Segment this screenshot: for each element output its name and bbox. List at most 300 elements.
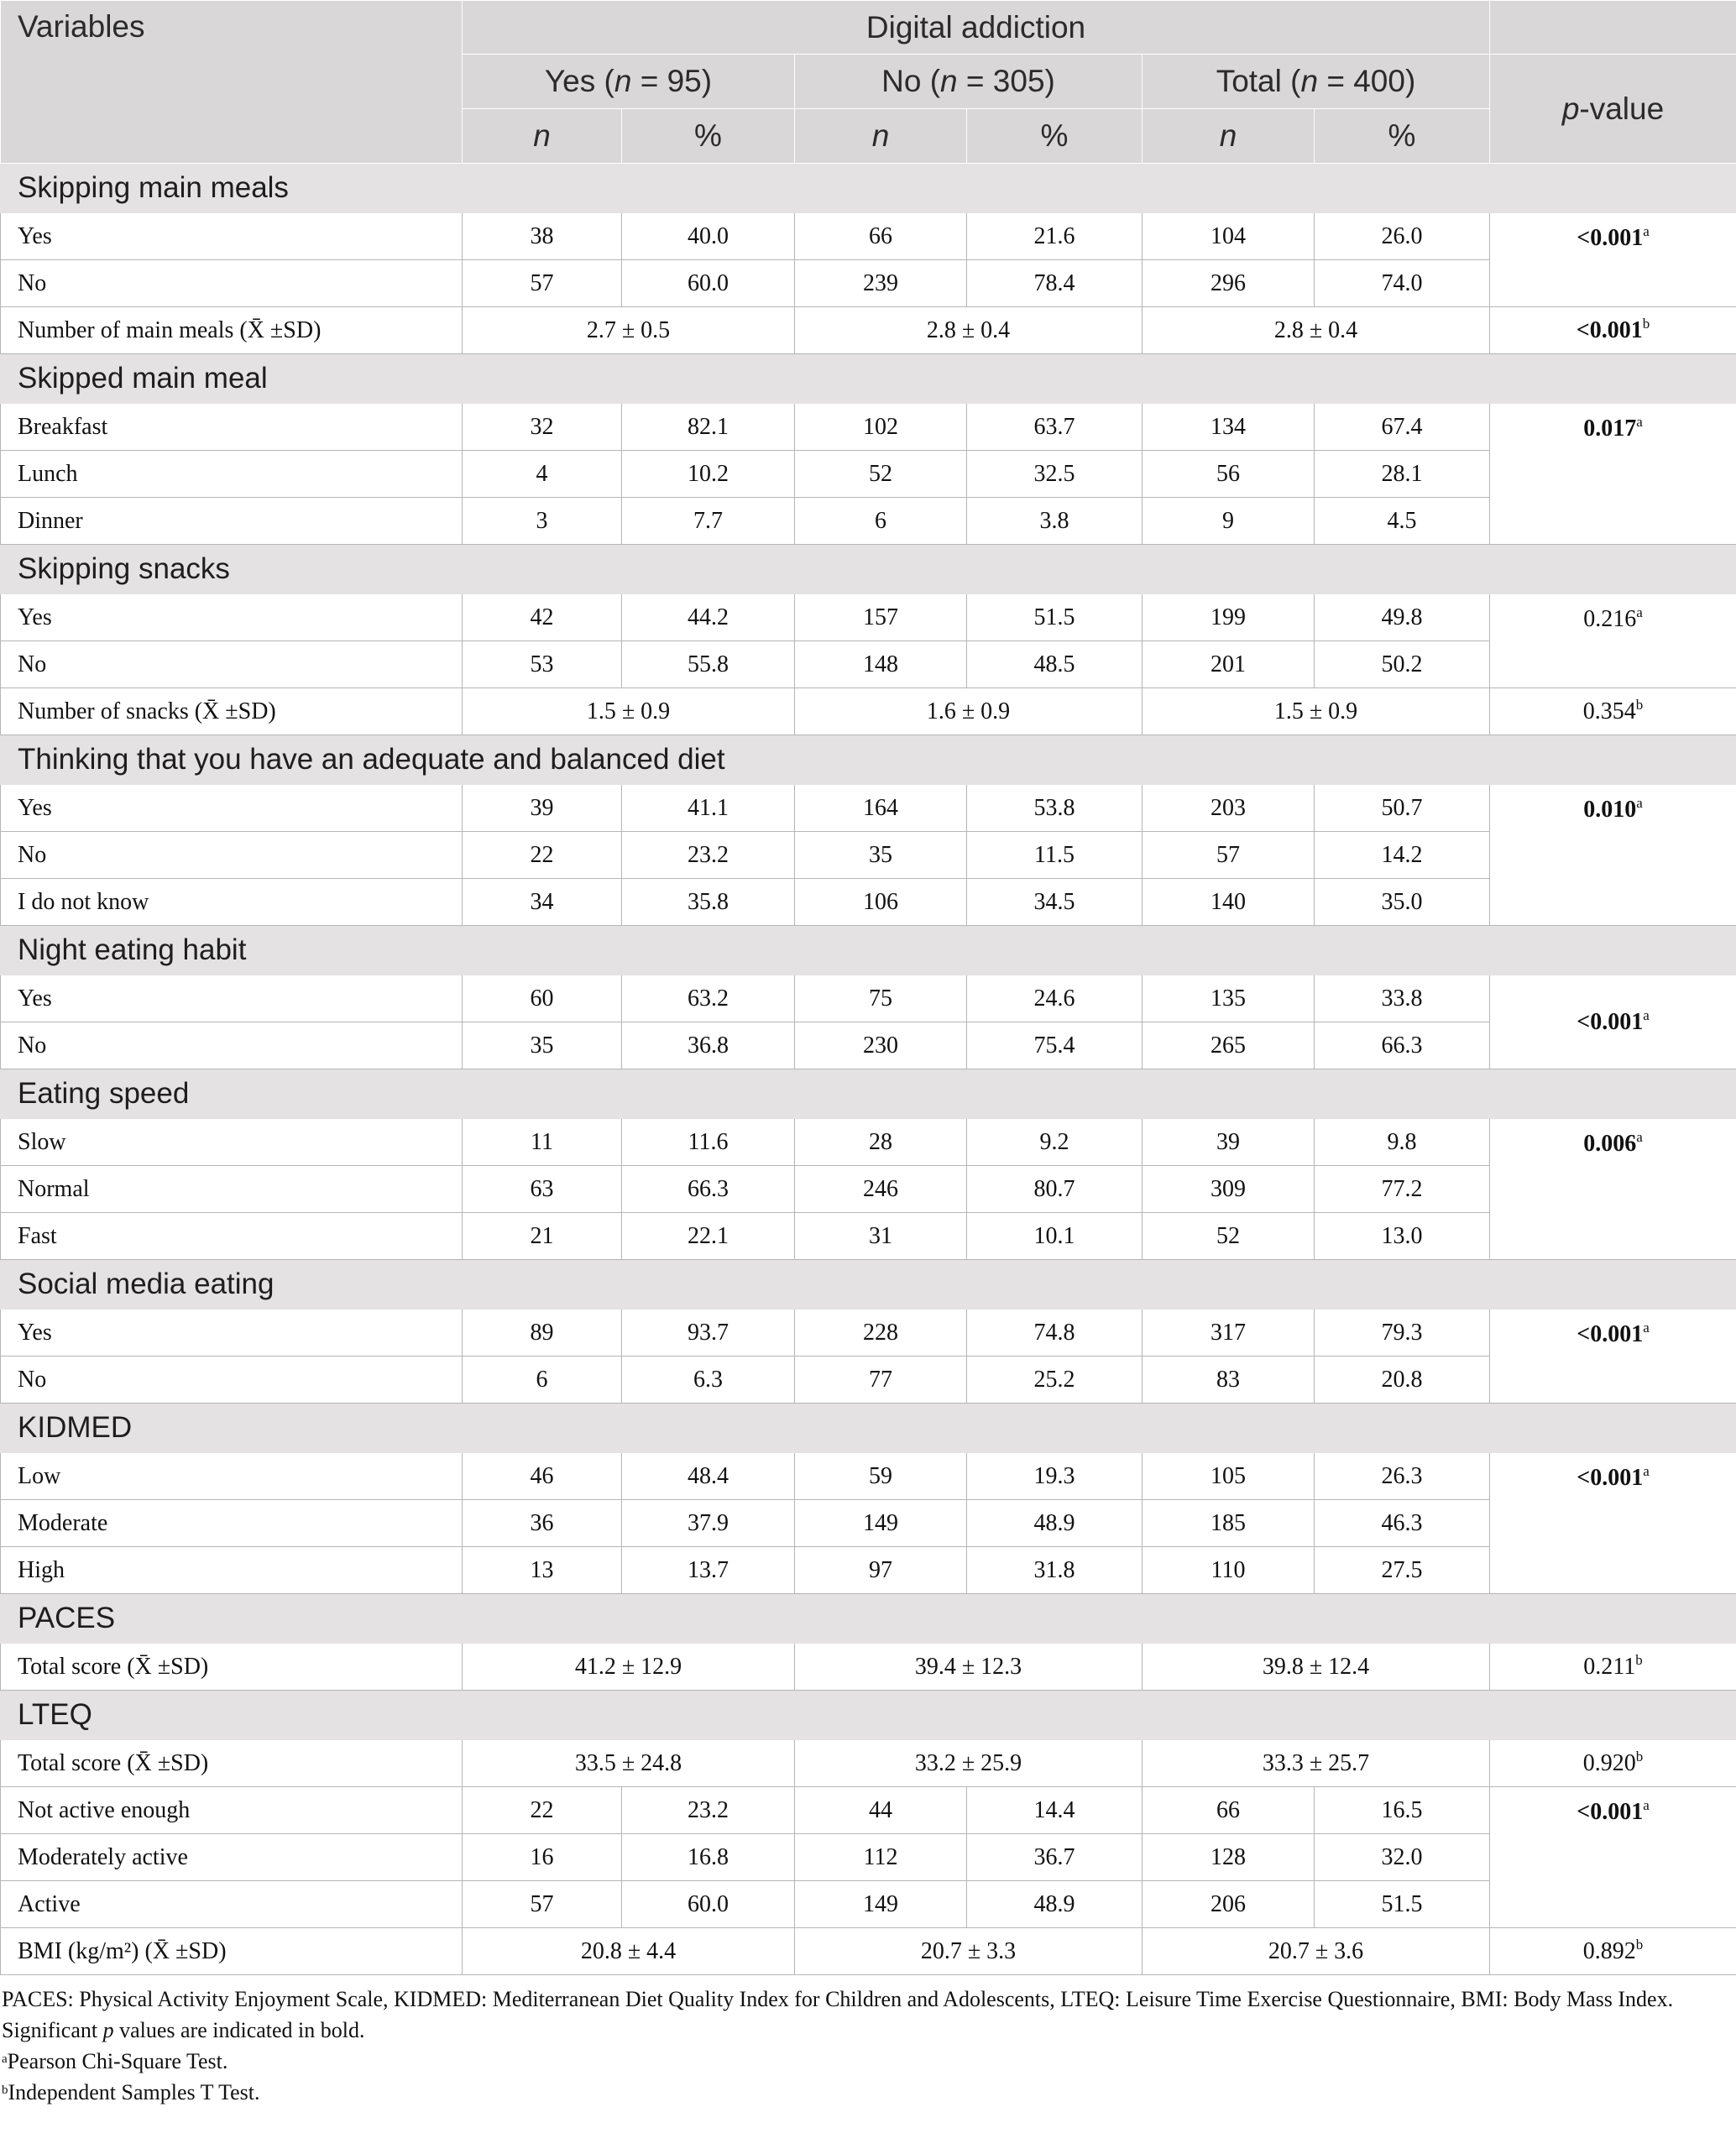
header-yes-prefix: Yes (	[544, 64, 614, 98]
mean-sd-cell: 39.8 ± 12.4	[1143, 1644, 1490, 1691]
row-label: No	[1, 832, 463, 879]
percent-cell: 50.2	[1315, 641, 1490, 688]
percent-cell: 80.7	[967, 1166, 1143, 1213]
count-cell: 201	[1143, 641, 1315, 688]
percent-cell: 13.7	[622, 1547, 795, 1594]
p-value-test-mark: a	[1643, 1797, 1650, 1813]
note-abbreviations: PACES: Physical Activity Enjoyment Scale, KIDMED: Mediterranean Diet Quality Index for Children and Adolescents, LTEQ: Leisure Time Exercise Questionnaire, BMI: Body Mass Index.	[2, 1987, 1674, 2011]
table-row	[1, 1834, 1736, 1881]
p-value-test-mark: b	[1635, 1748, 1644, 1764]
table-row	[1, 1022, 1736, 1069]
table-row	[1, 594, 1736, 641]
table-row	[1, 1453, 1736, 1500]
mean-sd-cell: 20.7 ± 3.3	[795, 1928, 1143, 1975]
p-value-cell	[1490, 975, 1736, 1069]
count-cell: 6	[463, 1357, 622, 1404]
mean-sd-cell: 1.5 ± 0.9	[463, 688, 795, 735]
header-no-group	[795, 55, 1143, 109]
section-title: Skipping snacks	[1, 545, 1736, 594]
percent-cell: 21.6	[967, 213, 1143, 260]
header-no-pct-col: %	[967, 109, 1143, 164]
count-cell: 149	[795, 1500, 967, 1547]
row-label: No	[1, 1357, 463, 1404]
p-value: <0.001	[1577, 1321, 1644, 1347]
table-row	[1, 1787, 1736, 1834]
count-cell: 38	[463, 213, 622, 260]
percent-cell: 82.1	[622, 404, 795, 451]
count-cell: 44	[795, 1787, 967, 1834]
p-value-cell	[1490, 1119, 1736, 1260]
p-value: 0.216	[1583, 606, 1637, 632]
row-label: Low	[1, 1453, 463, 1500]
section-title: Night eating habit	[1, 926, 1736, 975]
percent-cell: 93.7	[622, 1310, 795, 1357]
p-value: 0.010	[1583, 797, 1637, 823]
count-cell: 75	[795, 975, 967, 1022]
p-value-test-mark: b	[1635, 1936, 1644, 1953]
count-cell: 106	[795, 879, 967, 926]
section-header-row	[1, 926, 1736, 975]
percent-cell: 48.5	[967, 641, 1143, 688]
count-cell: 13	[463, 1547, 622, 1594]
p-value-test-mark: b	[1642, 315, 1650, 332]
count-cell: 185	[1143, 1500, 1315, 1547]
count-cell: 60	[463, 975, 622, 1022]
header-yes-n: n	[614, 64, 632, 98]
row-label: Moderately active	[1, 1834, 463, 1881]
count-cell: 206	[1143, 1881, 1315, 1928]
count-cell: 135	[1143, 975, 1315, 1022]
p-value-cell	[1490, 594, 1736, 688]
row-label: BMI (kg/m²) (X̄ ±SD)	[1, 1928, 463, 1975]
count-cell: 128	[1143, 1834, 1315, 1881]
mean-sd-cell: 33.3 ± 25.7	[1143, 1740, 1490, 1787]
count-cell: 89	[463, 1310, 622, 1357]
count-cell: 239	[795, 260, 967, 307]
note-b	[2, 2077, 1736, 2108]
section-title: Thinking that you have an adequate and balanced diet	[1, 735, 1736, 785]
table-notes	[0, 1975, 1736, 2108]
percent-cell: 10.2	[622, 451, 795, 498]
percent-cell: 32.5	[967, 451, 1143, 498]
row-label: No	[1, 260, 463, 307]
percent-cell: 51.5	[1315, 1881, 1490, 1928]
table-row	[1, 832, 1736, 879]
header-yes-n-col: n	[463, 109, 622, 164]
row-label: No	[1, 641, 463, 688]
header-variables: Variables	[1, 1, 463, 164]
row-label: High	[1, 1547, 463, 1594]
count-cell: 140	[1143, 879, 1315, 926]
percent-cell: 9.8	[1315, 1119, 1490, 1166]
count-cell: 228	[795, 1310, 967, 1357]
row-label: Moderate	[1, 1500, 463, 1547]
p-value: 0.892	[1582, 1937, 1636, 1964]
count-cell: 102	[795, 404, 967, 451]
percent-cell: 19.3	[967, 1453, 1143, 1500]
table-row	[1, 1547, 1736, 1594]
section-header-row	[1, 735, 1736, 785]
count-cell: 110	[1143, 1547, 1315, 1594]
count-cell: 66	[1143, 1787, 1315, 1834]
header-yes-pct-col: %	[622, 109, 795, 164]
count-cell: 112	[795, 1834, 967, 1881]
percent-cell: 27.5	[1315, 1547, 1490, 1594]
note-sig-prefix: Significant	[2, 2018, 103, 2042]
count-cell: 317	[1143, 1310, 1315, 1357]
mean-sd-cell: 2.8 ± 0.4	[795, 307, 1143, 354]
percent-cell: 48.4	[622, 1453, 795, 1500]
count-cell: 164	[795, 785, 967, 832]
table-row	[1, 451, 1736, 498]
percent-cell: 46.3	[1315, 1500, 1490, 1547]
percent-cell: 22.1	[622, 1213, 795, 1260]
header-total-group	[1143, 55, 1490, 109]
count-cell: 22	[463, 832, 622, 879]
section-title: Skipped main meal	[1, 354, 1736, 404]
mean-sd-cell: 39.4 ± 12.3	[795, 1644, 1143, 1691]
table-row	[1, 688, 1736, 735]
section-header-row	[1, 164, 1736, 213]
count-cell: 57	[1143, 832, 1315, 879]
row-label: Yes	[1, 1310, 463, 1357]
header-total-n-col: n	[1143, 109, 1315, 164]
table-row	[1, 641, 1736, 688]
count-cell: 56	[1143, 451, 1315, 498]
row-label: Fast	[1, 1213, 463, 1260]
table-row	[1, 1644, 1736, 1691]
row-label: Yes	[1, 213, 463, 260]
table-row	[1, 879, 1736, 926]
p-value-cell	[1490, 1310, 1736, 1404]
p-value-cell	[1490, 1644, 1736, 1691]
count-cell: 22	[463, 1787, 622, 1834]
header-no-n: n	[940, 64, 958, 98]
mean-sd-cell: 1.5 ± 0.9	[1143, 688, 1490, 735]
p-value-test-mark: a	[1636, 604, 1643, 620]
mean-sd-cell: 33.2 ± 25.9	[795, 1740, 1143, 1787]
count-cell: 97	[795, 1547, 967, 1594]
count-cell: 77	[795, 1357, 967, 1404]
p-value-test-mark: a	[1643, 223, 1650, 239]
count-cell: 296	[1143, 260, 1315, 307]
row-label: Yes	[1, 594, 463, 641]
table-row	[1, 307, 1736, 354]
percent-cell: 20.8	[1315, 1357, 1490, 1404]
percent-cell: 14.2	[1315, 832, 1490, 879]
percent-cell: 23.2	[622, 1787, 795, 1834]
section-header-row	[1, 354, 1736, 404]
percent-cell: 3.8	[967, 498, 1143, 545]
percent-cell: 60.0	[622, 1881, 795, 1928]
count-cell: 36	[463, 1500, 622, 1547]
mean-sd-cell: 2.8 ± 0.4	[1143, 307, 1490, 354]
mean-sd-cell: 1.6 ± 0.9	[795, 688, 1143, 735]
percent-cell: 44.2	[622, 594, 795, 641]
p-value: <0.001	[1577, 1008, 1644, 1035]
percent-cell: 51.5	[967, 594, 1143, 641]
header-p-suffix: -value	[1579, 91, 1665, 126]
count-cell: 230	[795, 1022, 967, 1069]
count-cell: 203	[1143, 785, 1315, 832]
header-total-pct-col: %	[1315, 109, 1490, 164]
header-digital-addiction: Digital addiction	[463, 1, 1490, 55]
count-cell: 246	[795, 1166, 967, 1213]
row-label: Lunch	[1, 451, 463, 498]
table-row	[1, 1310, 1736, 1357]
table-row	[1, 1357, 1736, 1404]
count-cell: 31	[795, 1213, 967, 1260]
percent-cell: 53.8	[967, 785, 1143, 832]
table-row	[1, 1928, 1736, 1975]
row-label: Total score (X̄ ±SD)	[1, 1740, 463, 1787]
percent-cell: 33.8	[1315, 975, 1490, 1022]
count-cell: 83	[1143, 1357, 1315, 1404]
percent-cell: 78.4	[967, 260, 1143, 307]
percent-cell: 35.0	[1315, 879, 1490, 926]
count-cell: 59	[795, 1453, 967, 1500]
percent-cell: 49.8	[1315, 594, 1490, 641]
count-cell: 265	[1143, 1022, 1315, 1069]
p-value-test-mark: b	[1635, 1651, 1643, 1668]
row-label: Number of snacks (X̄ ±SD)	[1, 688, 463, 735]
p-value: <0.001	[1577, 225, 1644, 251]
count-cell: 9	[1143, 498, 1315, 545]
header-total-prefix: Total (	[1216, 64, 1301, 98]
table-row	[1, 213, 1736, 260]
percent-cell: 14.4	[967, 1787, 1143, 1834]
count-cell: 52	[1143, 1213, 1315, 1260]
count-cell: 149	[795, 1881, 967, 1928]
table-row	[1, 404, 1736, 451]
percent-cell: 74.0	[1315, 260, 1490, 307]
row-label: Number of main meals (X̄ ±SD)	[1, 307, 463, 354]
p-value-test-mark: a	[1643, 1006, 1650, 1023]
mean-sd-cell: 20.8 ± 4.4	[463, 1928, 795, 1975]
row-label: Active	[1, 1881, 463, 1928]
count-cell: 134	[1143, 404, 1315, 451]
p-value-test-mark: a	[1636, 1129, 1643, 1145]
p-value-cell	[1490, 1928, 1736, 1975]
percent-cell: 40.0	[622, 213, 795, 260]
count-cell: 148	[795, 641, 967, 688]
percent-cell: 16.5	[1315, 1787, 1490, 1834]
mean-sd-cell: 2.7 ± 0.5	[463, 307, 795, 354]
p-value-cell	[1490, 1787, 1736, 1928]
percent-cell: 24.6	[967, 975, 1143, 1022]
section-header-row	[1, 1069, 1736, 1119]
percent-cell: 63.2	[622, 975, 795, 1022]
row-label: I do not know	[1, 879, 463, 926]
count-cell: 104	[1143, 213, 1315, 260]
p-value-test-mark: a	[1643, 1320, 1650, 1336]
count-cell: 16	[463, 1834, 622, 1881]
row-label: Not active enough	[1, 1787, 463, 1834]
table-row	[1, 1740, 1736, 1787]
count-cell: 3	[463, 498, 622, 545]
count-cell: 11	[463, 1119, 622, 1166]
table-row	[1, 260, 1736, 307]
p-value: 0.354	[1582, 698, 1636, 724]
p-value-test-mark: b	[1635, 696, 1644, 713]
p-value: <0.001	[1577, 1465, 1644, 1491]
percent-cell: 11.5	[967, 832, 1143, 879]
count-cell: 4	[463, 451, 622, 498]
p-value-cell	[1490, 688, 1736, 735]
section-title: Social media eating	[1, 1260, 1736, 1310]
header-yes-group	[463, 55, 795, 109]
count-cell: 28	[795, 1119, 967, 1166]
count-cell: 42	[463, 594, 622, 641]
percent-cell: 48.9	[967, 1500, 1143, 1547]
p-value: 0.006	[1583, 1131, 1637, 1157]
section-title: PACES	[1, 1594, 1736, 1644]
p-value-cell	[1490, 404, 1736, 545]
percent-cell: 66.3	[1315, 1022, 1490, 1069]
table-row	[1, 975, 1736, 1022]
percent-cell: 74.8	[967, 1310, 1143, 1357]
count-cell: 39	[1143, 1119, 1315, 1166]
table-row	[1, 1881, 1736, 1928]
p-value-cell	[1490, 785, 1736, 926]
header-p-letter: p	[1561, 91, 1580, 126]
count-cell: 309	[1143, 1166, 1315, 1213]
percent-cell: 13.0	[1315, 1213, 1490, 1260]
count-cell: 35	[795, 832, 967, 879]
table-row	[1, 1500, 1736, 1547]
count-cell: 66	[795, 213, 967, 260]
count-cell: 52	[795, 451, 967, 498]
p-value-test-mark: a	[1636, 795, 1643, 811]
note-a	[2, 2046, 1736, 2077]
row-label: Breakfast	[1, 404, 463, 451]
row-label: Yes	[1, 975, 463, 1022]
percent-cell: 6.3	[622, 1357, 795, 1404]
header-total-n: n	[1300, 64, 1319, 98]
section-title: KIDMED	[1, 1404, 1736, 1453]
mean-sd-cell: 33.5 ± 24.8	[463, 1740, 795, 1787]
header-blank	[1490, 1, 1736, 55]
count-cell: 46	[463, 1453, 622, 1500]
percent-cell: 16.8	[622, 1834, 795, 1881]
p-value-test-mark: a	[1643, 1463, 1650, 1479]
table-row	[1, 785, 1736, 832]
percent-cell: 7.7	[622, 498, 795, 545]
count-cell: 57	[463, 260, 622, 307]
note-a-mark: a	[2, 2052, 8, 2066]
table-row	[1, 1119, 1736, 1166]
note-sig-suffix: values are indicated in bold.	[113, 2018, 365, 2042]
percent-cell: 28.1	[1315, 451, 1490, 498]
p-value-cell	[1490, 213, 1736, 307]
note-b-mark: b	[2, 2083, 8, 2097]
row-label: Normal	[1, 1166, 463, 1213]
header-no-suffix: = 305)	[957, 64, 1055, 98]
count-cell: 34	[463, 879, 622, 926]
percent-cell: 26.3	[1315, 1453, 1490, 1500]
header-no-n-col: n	[795, 109, 967, 164]
percent-cell: 48.9	[967, 1881, 1143, 1928]
percent-cell: 66.3	[622, 1166, 795, 1213]
p-value: <0.001	[1576, 316, 1643, 343]
table-header	[1, 1, 1736, 164]
percent-cell: 23.2	[622, 832, 795, 879]
count-cell: 32	[463, 404, 622, 451]
row-label: Total score (X̄ ±SD)	[1, 1644, 463, 1691]
count-cell: 57	[463, 1881, 622, 1928]
percent-cell: 4.5	[1315, 498, 1490, 545]
percent-cell: 26.0	[1315, 213, 1490, 260]
count-cell: 53	[463, 641, 622, 688]
percent-cell: 35.8	[622, 879, 795, 926]
table-row	[1, 498, 1736, 545]
percent-cell: 55.8	[622, 641, 795, 688]
p-value: 0.017	[1583, 416, 1637, 442]
p-value-test-mark: a	[1636, 414, 1643, 430]
count-cell: 6	[795, 498, 967, 545]
table-body	[1, 164, 1736, 1975]
table-row	[1, 1213, 1736, 1260]
row-label: Slow	[1, 1119, 463, 1166]
count-cell: 105	[1143, 1453, 1315, 1500]
percent-cell: 10.1	[967, 1213, 1143, 1260]
percent-cell: 31.8	[967, 1547, 1143, 1594]
percent-cell: 34.5	[967, 879, 1143, 926]
percent-cell: 36.8	[622, 1022, 795, 1069]
count-cell: 157	[795, 594, 967, 641]
p-value: 0.211	[1583, 1653, 1636, 1680]
header-p-value	[1490, 55, 1736, 164]
section-header-row	[1, 545, 1736, 594]
percent-cell: 37.9	[622, 1500, 795, 1547]
note-b-text: Independent Samples T Test.	[8, 2080, 260, 2104]
row-label: Dinner	[1, 498, 463, 545]
section-header-row	[1, 1691, 1736, 1740]
percent-cell: 50.7	[1315, 785, 1490, 832]
row-label: No	[1, 1022, 463, 1069]
header-no-prefix: No (	[881, 64, 941, 98]
percent-cell: 67.4	[1315, 404, 1490, 451]
table-row	[1, 1166, 1736, 1213]
percent-cell: 9.2	[967, 1119, 1143, 1166]
count-cell: 39	[463, 785, 622, 832]
p-value: 0.920	[1582, 1749, 1636, 1776]
percent-cell: 77.2	[1315, 1166, 1490, 1213]
section-header-row	[1, 1404, 1736, 1453]
section-title: Eating speed	[1, 1069, 1736, 1119]
percent-cell: 32.0	[1315, 1834, 1490, 1881]
percent-cell: 60.0	[622, 260, 795, 307]
note-a-text: Pearson Chi-Square Test.	[7, 2049, 228, 2073]
mean-sd-cell: 20.7 ± 3.6	[1143, 1928, 1490, 1975]
p-value-cell	[1490, 1740, 1736, 1787]
count-cell: 63	[463, 1166, 622, 1213]
p-value-cell	[1490, 307, 1736, 354]
percent-cell: 75.4	[967, 1022, 1143, 1069]
note-sig-p: p	[102, 2018, 114, 2042]
header-total-suffix: = 400)	[1318, 64, 1416, 98]
percent-cell: 11.6	[622, 1119, 795, 1166]
header-yes-suffix: = 95)	[631, 64, 713, 98]
percent-cell: 41.1	[622, 785, 795, 832]
section-title: Skipping main meals	[1, 164, 1736, 213]
count-cell: 199	[1143, 594, 1315, 641]
percent-cell: 25.2	[967, 1357, 1143, 1404]
p-value: <0.001	[1577, 1799, 1644, 1825]
percent-cell: 36.7	[967, 1834, 1143, 1881]
p-value-cell	[1490, 1453, 1736, 1594]
note-significance	[2, 2015, 1736, 2046]
